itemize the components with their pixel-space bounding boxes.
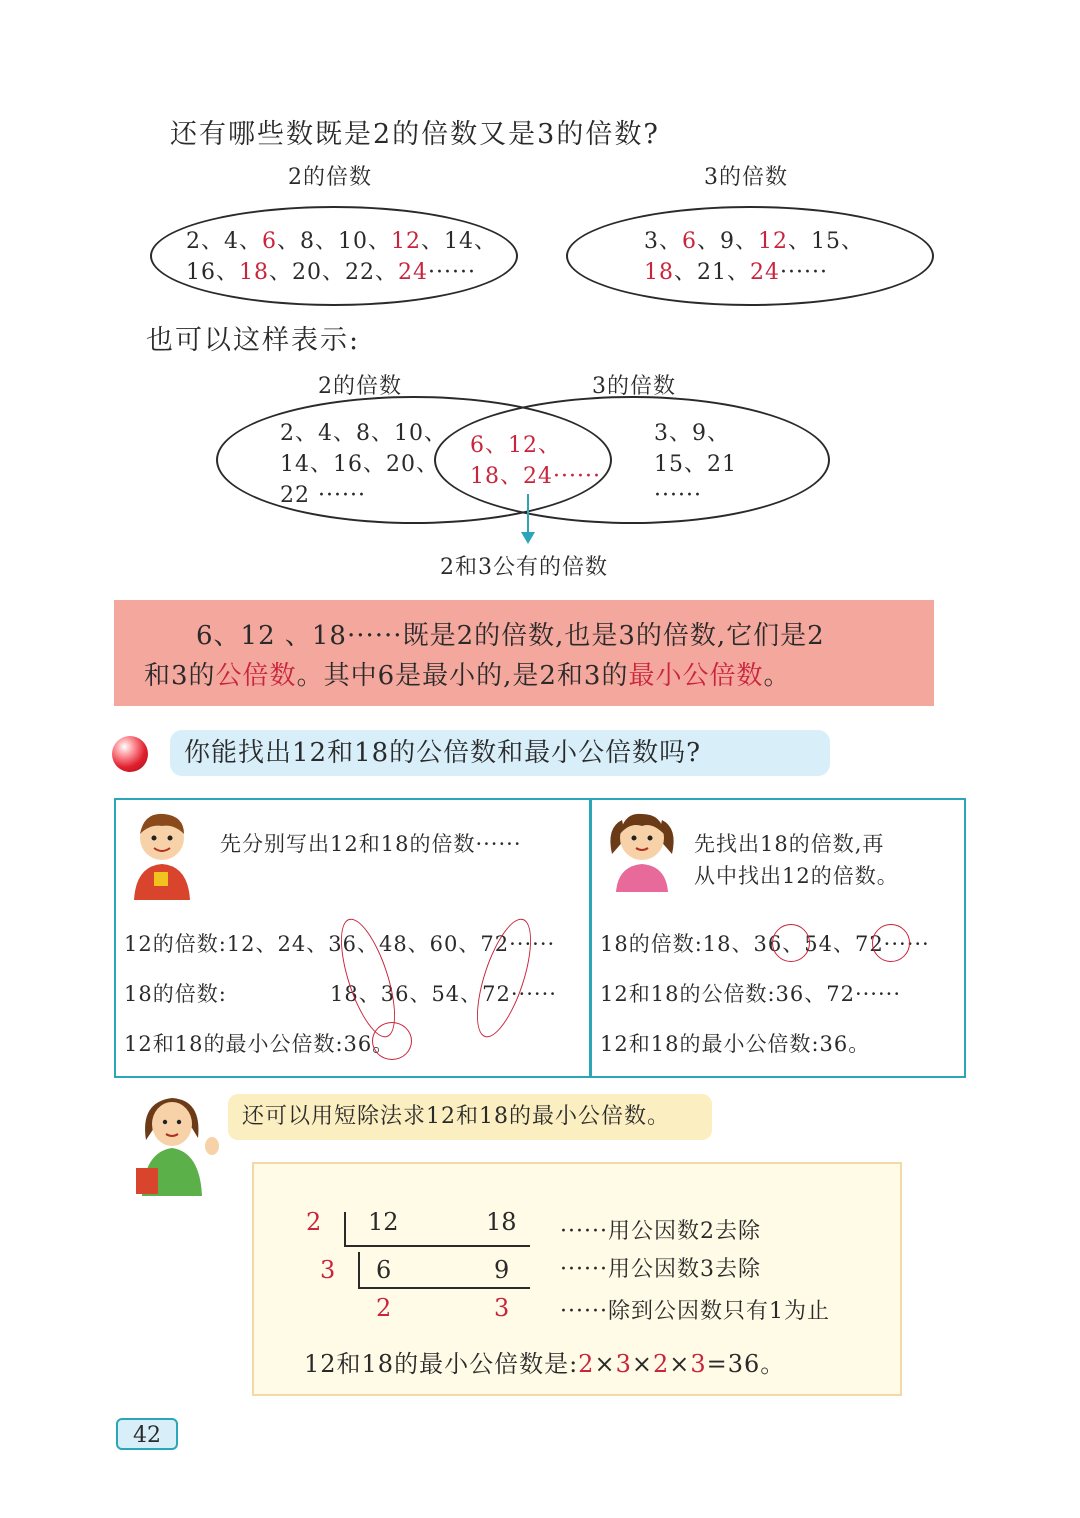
red-ball-icon: [112, 736, 148, 772]
venn-right-values: 3、9、 15、21 ······: [654, 421, 737, 508]
venn-left-values: 2、4、8、10、 14、16、20、 22 ······: [280, 421, 447, 508]
circle-72-right: [872, 924, 910, 962]
page-number: 42: [116, 1418, 178, 1450]
right-row-common: 12和18的公倍数:36、72······: [600, 982, 902, 1006]
division-bar-horizontal-1: [344, 1245, 530, 1247]
left-row-12-multiples: 12的倍数:12、24、36、48、60、72······: [124, 932, 556, 956]
venn-label-3: 3的倍数: [592, 374, 676, 399]
div-row1-a: 12: [368, 1208, 399, 1236]
boy-avatar-icon: [124, 810, 200, 902]
division-note-1: ······用公因数2去除: [560, 1219, 761, 1244]
common-multiples-caption: 2和3公有的倍数: [440, 555, 608, 580]
highlighted-number: 18: [239, 260, 269, 285]
division-note-3: ······除到公因数只有1为止: [560, 1299, 830, 1324]
term-common-multiple: 公倍数: [215, 661, 297, 691]
highlighted-number: 12: [391, 229, 421, 254]
div-row3-a: 2: [376, 1294, 392, 1322]
down-arrow-icon: [516, 494, 540, 546]
number-run: 2、4、: [186, 229, 262, 254]
label-multiples-of-2: 2的倍数: [288, 165, 372, 190]
definition-box: [114, 600, 934, 706]
div-row2-a: 6: [376, 1256, 392, 1284]
number-run: 、9、: [697, 229, 758, 254]
divisor-3: 3: [320, 1256, 336, 1284]
alt-representation-intro: 也可以这样表示:: [146, 325, 361, 356]
set3-values: [644, 226, 864, 288]
number-run: ······: [428, 260, 476, 285]
teacher-avatar-icon: [132, 1088, 222, 1198]
div-row1-b: 18: [486, 1208, 517, 1236]
set3-line1: [644, 226, 864, 257]
set2-values: [186, 226, 497, 288]
venn-common-values: 6、12、 18、24······: [470, 433, 601, 489]
number-run: 、21、: [674, 260, 750, 285]
number-run: ······: [780, 260, 828, 285]
division-bar-horizontal-2: [358, 1287, 530, 1289]
division-note-2: ······用公因数3去除: [560, 1257, 761, 1282]
number-run: 16、: [186, 260, 239, 285]
divisor-2: 2: [306, 1208, 322, 1236]
div-row3-b: 3: [494, 1294, 510, 1322]
lcm-result: 12和18的最小公倍数是:2×3×2×3=36。: [304, 1350, 786, 1378]
question-bar: 你能找出12和18的公倍数和最小公倍数吗?: [170, 730, 830, 776]
left-row-18-label: 18的倍数:: [124, 982, 227, 1006]
set2-line1: [186, 226, 497, 257]
right-row-18-multiples: 18的倍数:18、36、54、72······: [600, 932, 930, 956]
definition-line2: 和3的公倍数。其中6是最小的,是2和3的最小公倍数。: [144, 661, 791, 691]
highlighted-number: 18: [644, 260, 674, 285]
division-bar-vertical-1: [344, 1212, 346, 1246]
highlighted-number: 12: [758, 229, 788, 254]
teacher-speech-bubble: 还可以用短除法求12和18的最小公倍数。: [228, 1094, 712, 1140]
lcm-circle-36: [372, 1022, 412, 1060]
girl-avatar-icon: [604, 808, 680, 892]
left-row-18-values: 18、36、54、72······: [330, 982, 557, 1006]
number-run: 、15、: [788, 229, 864, 254]
term-lcm: 最小公倍数: [628, 661, 764, 691]
div-row2-b: 9: [494, 1256, 510, 1284]
number-run: 、20、22、: [269, 260, 398, 285]
highlighted-number: 24: [750, 260, 780, 285]
set2-line2: [186, 257, 497, 288]
number-run: 、14、: [421, 229, 497, 254]
label-multiples-of-3: 3的倍数: [704, 165, 788, 190]
highlighted-number: 6: [262, 229, 277, 254]
circle-36-right: [772, 924, 810, 962]
number-run: 、8、10、: [277, 229, 391, 254]
number-run: 3、: [644, 229, 682, 254]
set3-line2: [644, 257, 864, 288]
right-row-lcm: 12和18的最小公倍数:36。: [600, 1032, 871, 1056]
division-bar-vertical-2: [358, 1252, 360, 1288]
highlighted-number: 24: [398, 260, 428, 285]
definition-line1: 6、12 、18······既是2的倍数,也是3的倍数,它们是2: [196, 621, 825, 651]
question-heading: 还有哪些数既是2的倍数又是3的倍数?: [170, 119, 660, 150]
highlighted-number: 6: [682, 229, 697, 254]
left-row-lcm: 12和18的最小公倍数:36。: [124, 1032, 395, 1056]
left-speech: 先分别写出12和18的倍数······: [220, 832, 522, 856]
right-speech: 先找出18的倍数,再 从中找出12的倍数。: [694, 832, 899, 888]
venn-label-2: 2的倍数: [318, 374, 402, 399]
